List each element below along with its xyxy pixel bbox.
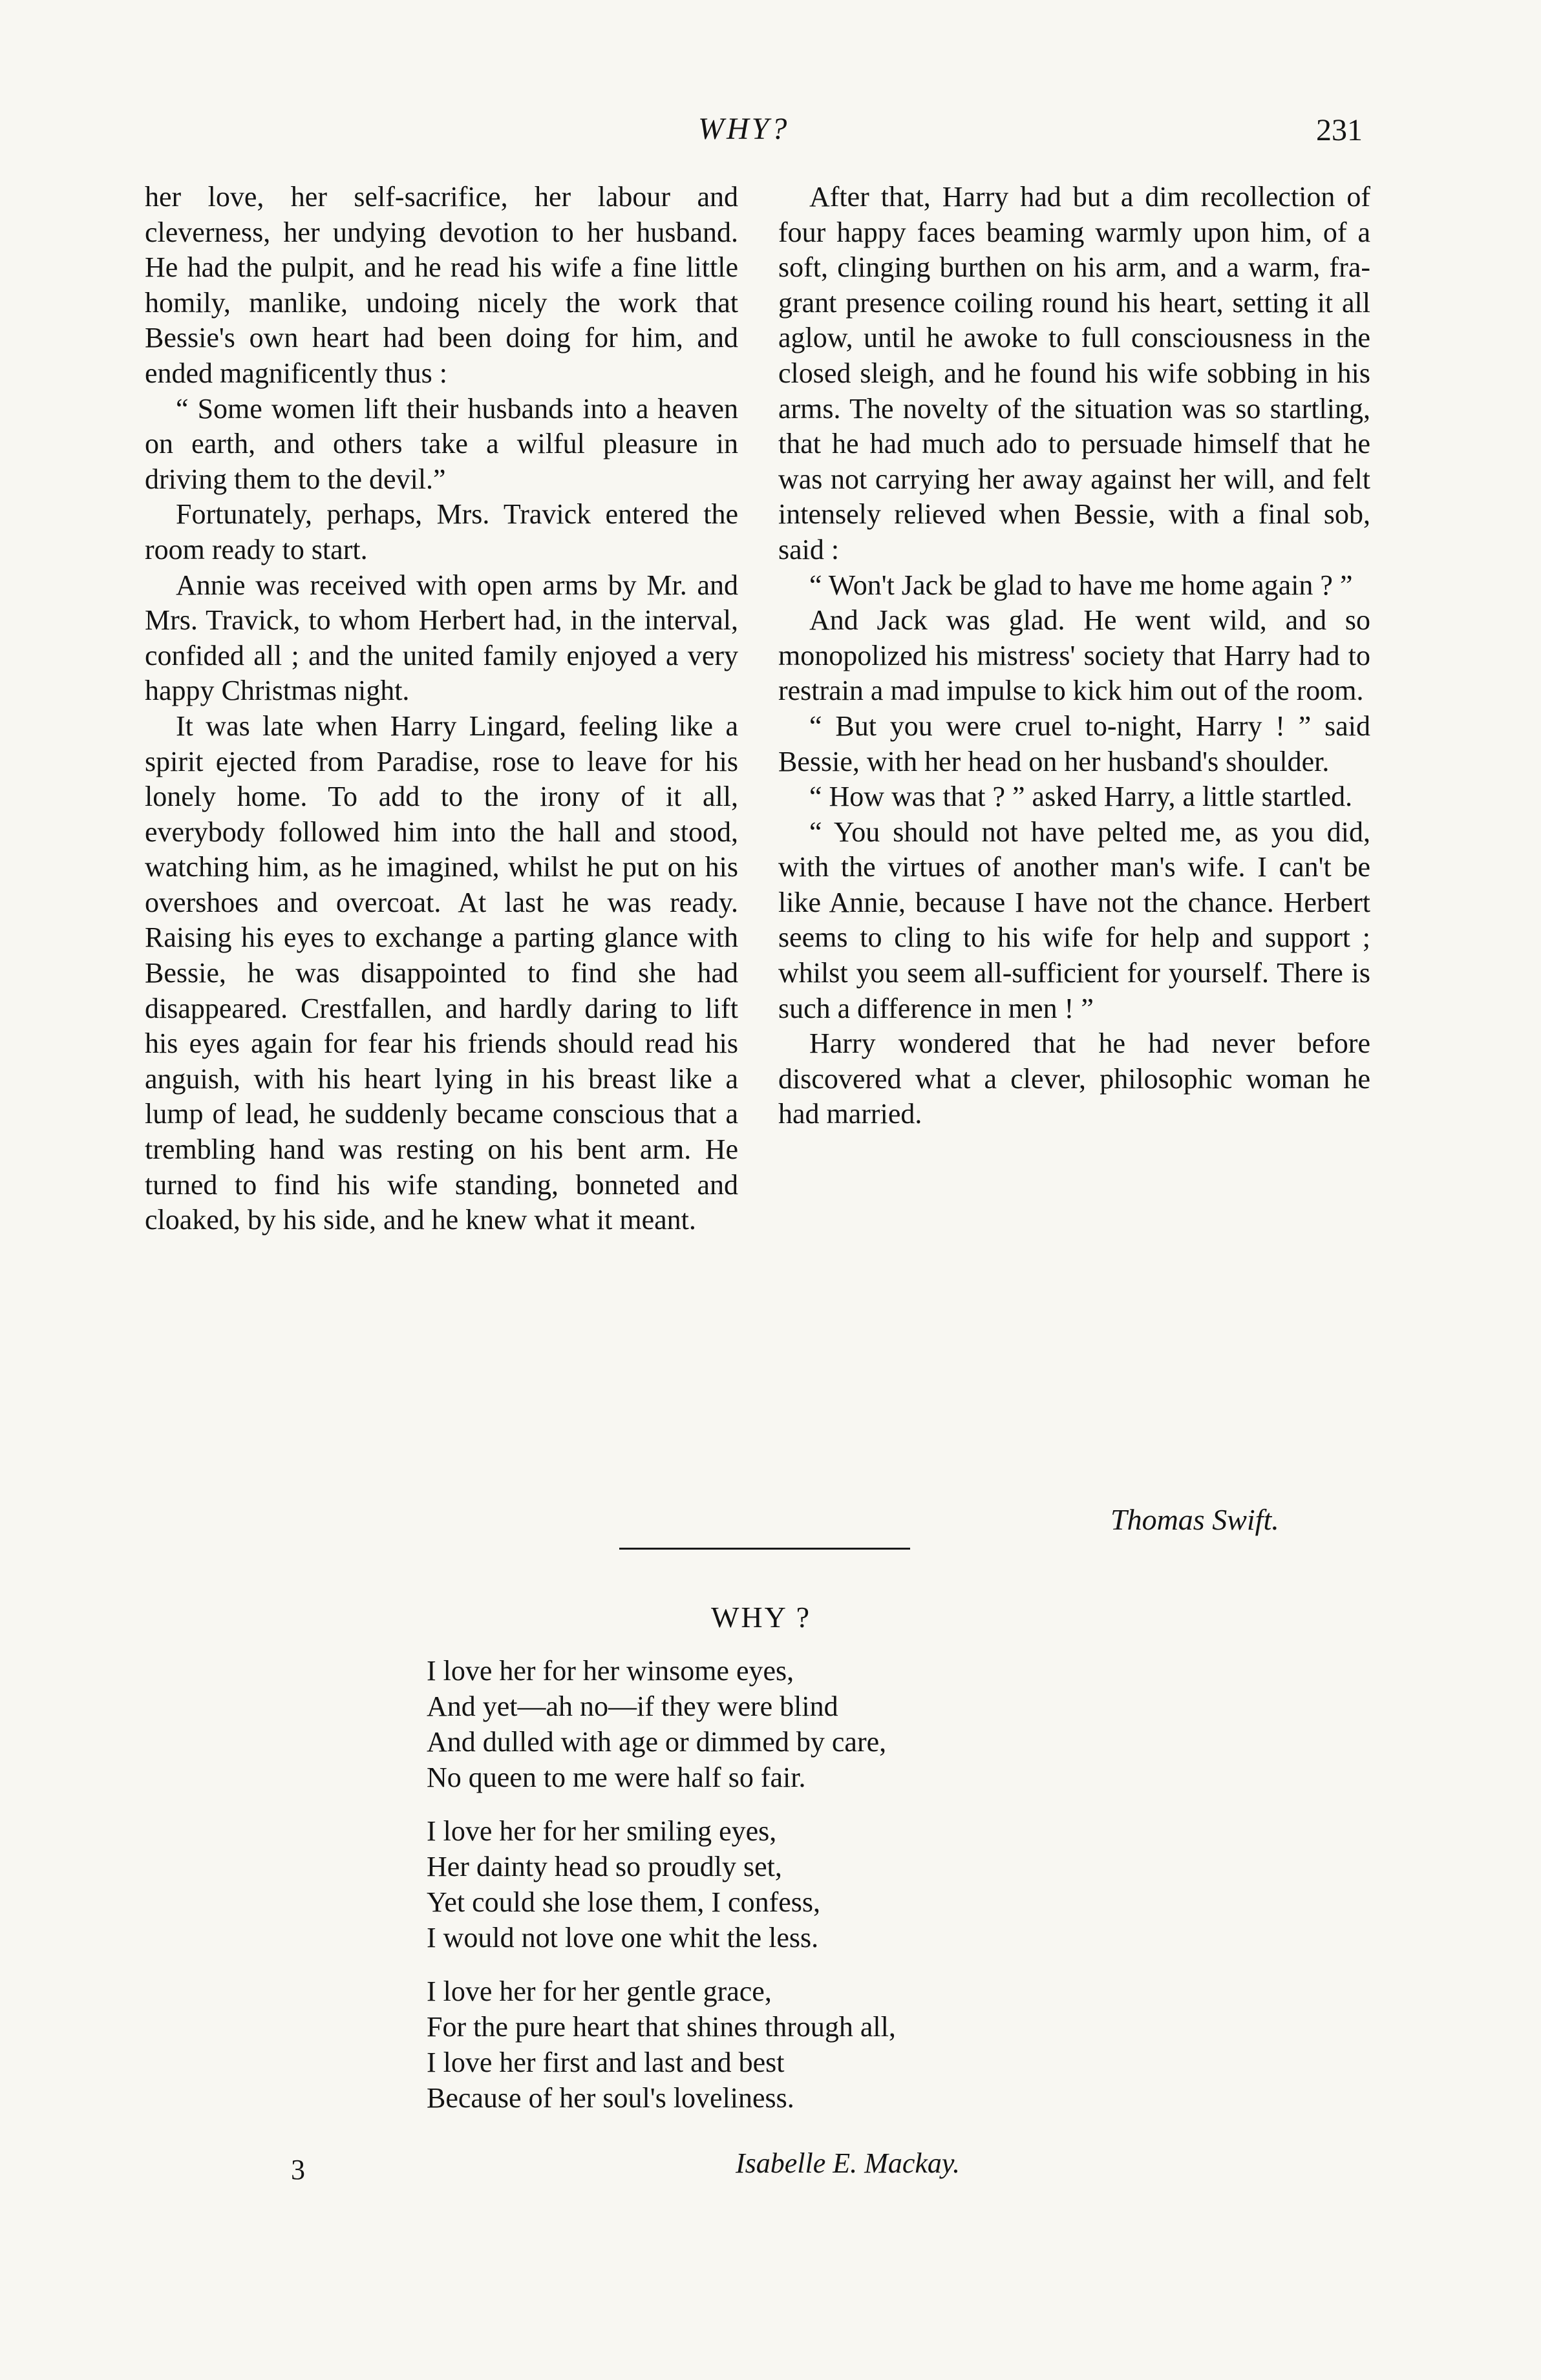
poem-title: WHY ? (711, 1601, 812, 1634)
poem-body (427, 1653, 1138, 2134)
poem-stanza (427, 1813, 1138, 1955)
poem-stanza (427, 1653, 1138, 1795)
right-column (778, 180, 1370, 1132)
paragraph: “ How was that ? ” asked Harry, a little startled. (809, 781, 1353, 813)
paragraph: Fortunately, perhaps, Mrs. Travick entered the room ready to start. (145, 498, 738, 565)
poem-line: No queen to me were half so fair. (427, 1762, 806, 1793)
paragraph: And Jack was glad. He went wild, and so monopolized his mistress' society that Harry had to restrain a mad impulse to kick him out of the room. (778, 604, 1370, 707)
paragraph: her love, her self-sacrifice, her labour and cleverness, her undying devotion to her husband. He had the pulpit, and he read his wife a fine little homily, manlike, undoing nicely the work that Bessie's own heart had been doing for him, and ended magnificently thus : (145, 181, 738, 389)
author-signature-mackay: Isabelle E. Mackay. (736, 2147, 960, 2179)
poem-line: I love her first and last and best (427, 2047, 785, 2078)
poem-line: I love her for her gentle grace, (427, 1975, 772, 2007)
signature-mark: 3 (291, 2154, 305, 2185)
poem-line: Her dainty head so proudly set, (427, 1851, 782, 1882)
paragraph: Annie was received with open arms by Mr. and Mrs. Travick, to whom Herbert had, in the interval, confided all ; and the united family enjoyed a very happy Christmas night. (145, 569, 738, 707)
poem-line: Because of her soul's loveliness. (427, 2082, 794, 2114)
paragraph: “ Won't Jack be glad to have me home again ? ” (809, 569, 1353, 601)
paragraph: “ You should not have pelted me, as you did, with the virtues of another man's wife. I can't be like Annie, because I have not the chance. Herbert seems to cling to his wife for help and support ; whilst you seem all-sufficient for yourself. There is such a difference in men ! ” (778, 816, 1370, 1024)
poem-line: Yet could she lose them, I confess, (427, 1886, 820, 1918)
paragraph: “ Some women lift their husbands into a heaven on earth, and others take a wilful pleasure in driving them to the devil.” (145, 392, 738, 495)
poem-line: I love her for her winsome eyes, (427, 1655, 794, 1687)
section-divider (619, 1548, 910, 1550)
paragraph: It was late when Harry Lingard, feeling like a spirit ejected from Paradise, rose to leave for his lonely home. To add to the irony of it all, everybody followed him into the hall and stood, watching him, as he imagined, whilst he put on his overshoes and overcoat. At last he was ready. Raising his eyes to exchange a parting glance with Bessie, he was disappointed to find she had disappeared. Crestfallen, and hardly daring to lift his eyes again for fear his friends should read his anguish, with his heart lying in his breast like a lump of lead, he suddenly became conscious that a trembling hand was resting on his bent arm. He turned to find his wife standing, bonneted and cloaked, by his side, and he knew what it meant. (145, 710, 738, 1236)
paragraph: After that, Harry had but a dim recollection of four happy faces beaming warmly upon him, of a soft, clinging burthen on his arm, and a warm, fragrant presence coiling round his heart, setting it all aglow, until he awoke to full consciousness in the closed sleigh, and he found his wife sobbing in his arms. The novelty of the situation was so startling, that he had much ado to persuade himself that he was not carrying her away against her will, and felt intensely relieved when Bessie, with a final sob, said : (778, 181, 1370, 565)
poem-line: I love her for her smiling eyes, (427, 1815, 777, 1847)
poem-line: And dulled with age or dimmed by care, (427, 1726, 887, 1758)
poem-stanza (427, 1974, 1138, 2116)
running-title: WHY? (698, 112, 790, 146)
left-column (145, 180, 738, 1238)
author-signature-swift: Thomas Swift. (1111, 1503, 1279, 1536)
page-number: 231 (1316, 113, 1363, 147)
poem-line: For the pure heart that shines through all, (427, 2011, 896, 2043)
paragraph: “ But you were cruel to-night, Harry ! ” said Bessie, with her head on her husband's shoulder. (778, 710, 1370, 777)
paragraph: Harry wondered that he had never before discovered what a clever, philosophic woman he had married. (778, 1027, 1370, 1130)
poem-line: And yet—ah no—if they were blind (427, 1690, 838, 1722)
poem-line: I would not love one whit the less. (427, 1922, 819, 1953)
